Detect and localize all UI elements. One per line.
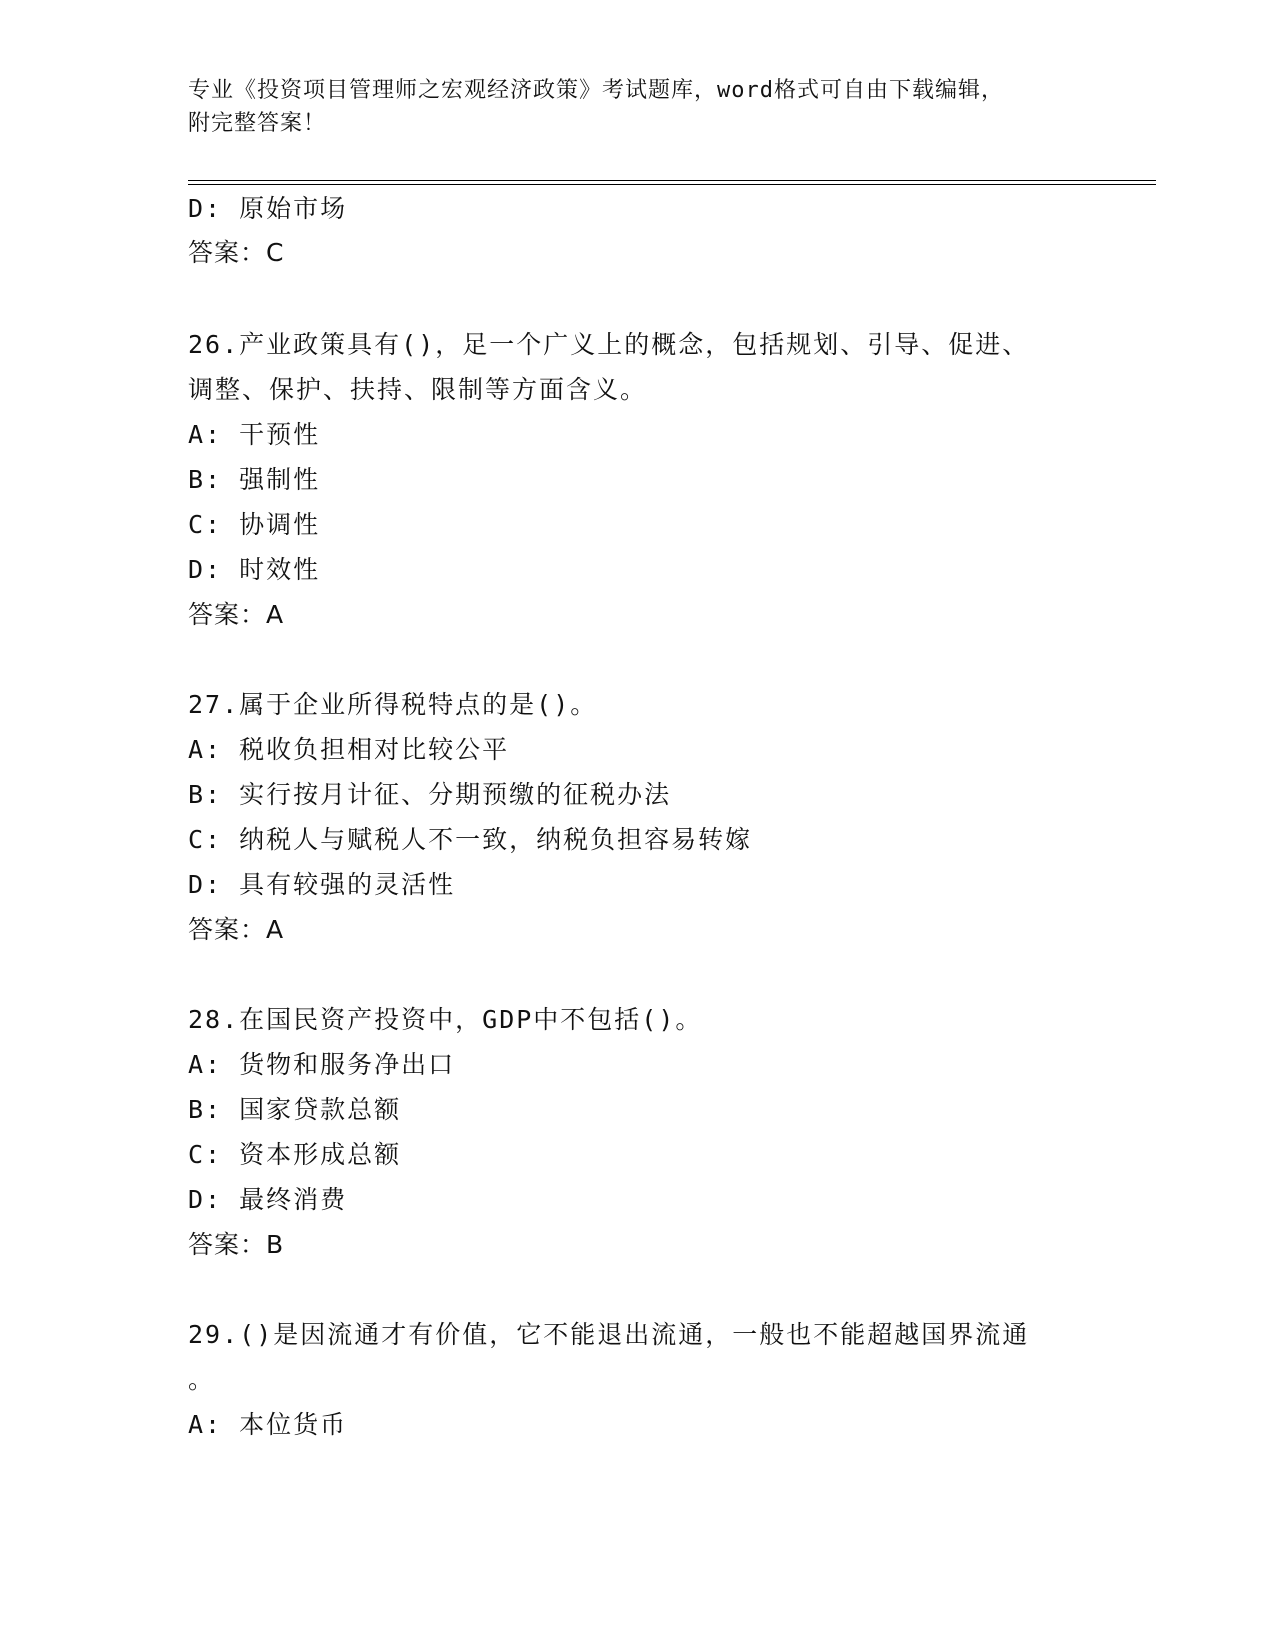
document-header [188, 74, 1068, 140]
answer-q25: 答案：C [188, 238, 285, 267]
question-28: 28.在国民资产投资中，GDP中不包括()。 [188, 1005, 703, 1034]
option-d-q25: D: 原始市场 [188, 194, 348, 223]
question-27: 27.属于企业所得税特点的是()。 [188, 690, 598, 719]
option-a-q27: A: 税收负担相对比较公平 [188, 735, 510, 764]
option-d-q27: D: 具有较强的灵活性 [188, 870, 456, 899]
answer-q27: 答案：A [188, 915, 285, 944]
question-26-line-1: 26.产业政策具有()，足一个广义上的概念，包括规划、引导、促进、 [188, 330, 1030, 359]
option-a-q29: A: 本位货币 [188, 1410, 348, 1439]
option-a-q28: A: 货物和服务净出口 [188, 1050, 456, 1079]
question-26-line-2: 调整、保护、扶持、限制等方面含义。 [188, 375, 648, 404]
option-b-q28: B: 国家贷款总额 [188, 1095, 402, 1124]
option-c-q28: C: 资本形成总额 [188, 1140, 402, 1169]
option-d-q26: D: 时效性 [188, 555, 321, 584]
option-c-q26: C: 协调性 [188, 510, 321, 539]
header-divider-top [188, 180, 1156, 181]
option-b-q26: B: 强制性 [188, 465, 321, 494]
answer-q28: 答案：B [188, 1230, 285, 1259]
option-d-q28: D: 最终消费 [188, 1185, 348, 1214]
answer-q26: 答案：A [188, 600, 285, 629]
option-c-q27: C: 纳税人与赋税人不一致，纳税负担容易转嫁 [188, 825, 753, 854]
option-b-q27: B: 实行按月计征、分期预缴的征税办法 [188, 780, 672, 809]
question-29-line-2: 。 [188, 1365, 216, 1394]
option-a-q26: A: 干预性 [188, 420, 321, 449]
header-line-1: 专业《投资项目管理师之宏观经济政策》考试题库，word格式可自由下载编辑， [188, 78, 1004, 103]
header-divider-bottom [188, 184, 1156, 185]
question-29-line-1: 29.()是因流通才有价值，它不能退出流通，一般也不能超越国界流通 [188, 1320, 1030, 1349]
header-line-2: 附完整答案！ [188, 111, 327, 136]
